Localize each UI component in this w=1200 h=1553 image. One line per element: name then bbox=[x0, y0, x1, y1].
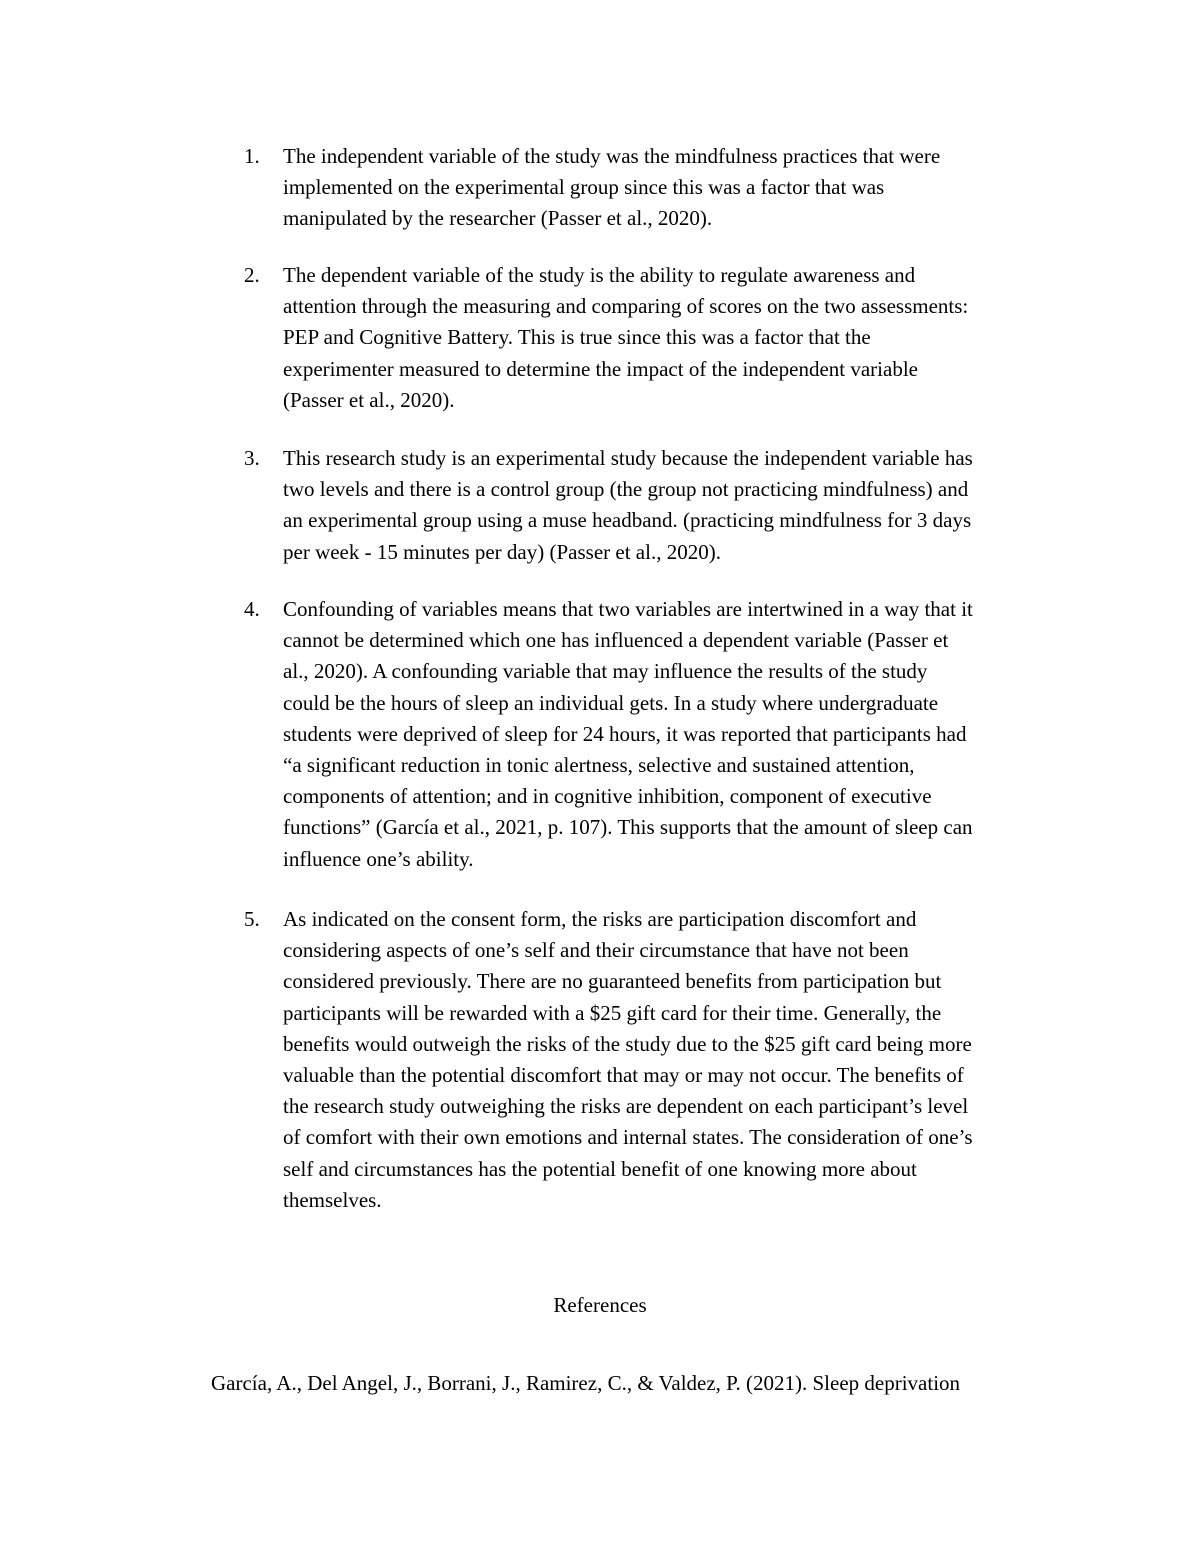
item-text-line: participants will be rewarded with a $25 gift card for their time. Generally, the bbox=[283, 1000, 942, 1025]
item-text-line: As indicated on the consent form, the risks are participation discomfort and bbox=[283, 907, 917, 931]
item-text-line: valuable than the potential discomfort that may or may not occur. The benefits of bbox=[283, 1063, 964, 1087]
item-text-line: implemented on the experimental group since this was a factor that was bbox=[283, 175, 885, 200]
item-text-line: components of attention; and in cognitive inhibition, component of executive bbox=[283, 784, 932, 809]
item-text-line: The dependent variable of the study is the ability to regulate awareness and bbox=[283, 263, 916, 287]
item-text-line: self and circumstances has the potential benefit of one knowing more about bbox=[283, 1156, 917, 1181]
item-text-line: This research study is an experimental study because the independent variable has bbox=[283, 446, 973, 470]
item-number: 4. bbox=[244, 597, 260, 621]
item-text-line: the research study outweighing the risks are dependent on each participant’s level bbox=[283, 1094, 969, 1119]
item-text-line: PEP and Cognitive Battery. This is true since this was a factor that the bbox=[283, 325, 871, 350]
item-text-line: of comfort with their own emotions and internal states. The consideration of one’s bbox=[283, 1125, 973, 1150]
item-number: 2. bbox=[244, 263, 260, 287]
reference-entry: García, A., Del Angel, J., Borrani, J., Ramirez, C., & Valdez, P. (2021). Sleep deprivation bbox=[211, 1371, 961, 1395]
references-heading: References bbox=[553, 1293, 647, 1317]
item-text-line: cannot be determined which one has influenced a dependent variable (Passer et bbox=[283, 628, 949, 653]
item-text-line: Confounding of variables means that two variables are intertwined in a way that it bbox=[283, 597, 973, 621]
item-text-line: experimenter measured to determine the impact of the independent variable bbox=[283, 356, 918, 381]
item-text-line: an experimental group using a muse headband. (practicing mindfulness for 3 days bbox=[283, 508, 972, 533]
item-text-line: students were deprived of sleep for 24 hours, it was reported that participants had bbox=[283, 721, 967, 746]
item-text-line: considered previously. There are no guaranteed benefits from participation but bbox=[283, 969, 942, 994]
item-text-line: benefits would outweigh the risks of the study due to the $25 gift card being more bbox=[283, 1031, 972, 1056]
item-number: 5. bbox=[244, 907, 260, 931]
item-text-line: themselves. bbox=[283, 1187, 382, 1212]
item-text-line: functions” (García et al., 2021, p. 107). This supports that the amount of sleep can bbox=[283, 815, 973, 840]
item-number: 3. bbox=[244, 446, 260, 470]
item-text-line: The independent variable of the study was the mindfulness practices that were bbox=[283, 144, 941, 168]
item-text-line: influence one’s ability. bbox=[283, 846, 474, 871]
item-text-line: two levels and there is a control group (the group not practicing mindfulness) and bbox=[283, 477, 969, 502]
item-text-line: (Passer et al., 2020). bbox=[283, 387, 455, 412]
item-number: 1. bbox=[244, 144, 260, 168]
item-text-line: considering aspects of one’s self and their circumstance that have not been bbox=[283, 938, 909, 963]
item-text-line: al., 2020). A confounding variable that may influence the results of the study bbox=[283, 659, 928, 684]
item-text-line: “a significant reduction in tonic alertness, selective and sustained attention, bbox=[283, 753, 915, 777]
item-text-line: per week - 15 minutes per day) (Passer et al., 2020). bbox=[283, 539, 721, 564]
item-text-line: manipulated by the researcher (Passer et al., 2020). bbox=[283, 206, 713, 231]
item-text-line: could be the hours of sleep an individual gets. In a study where undergraduate bbox=[283, 690, 939, 715]
item-text-line: attention through the measuring and comparing of scores on the two assessments: bbox=[283, 294, 969, 319]
